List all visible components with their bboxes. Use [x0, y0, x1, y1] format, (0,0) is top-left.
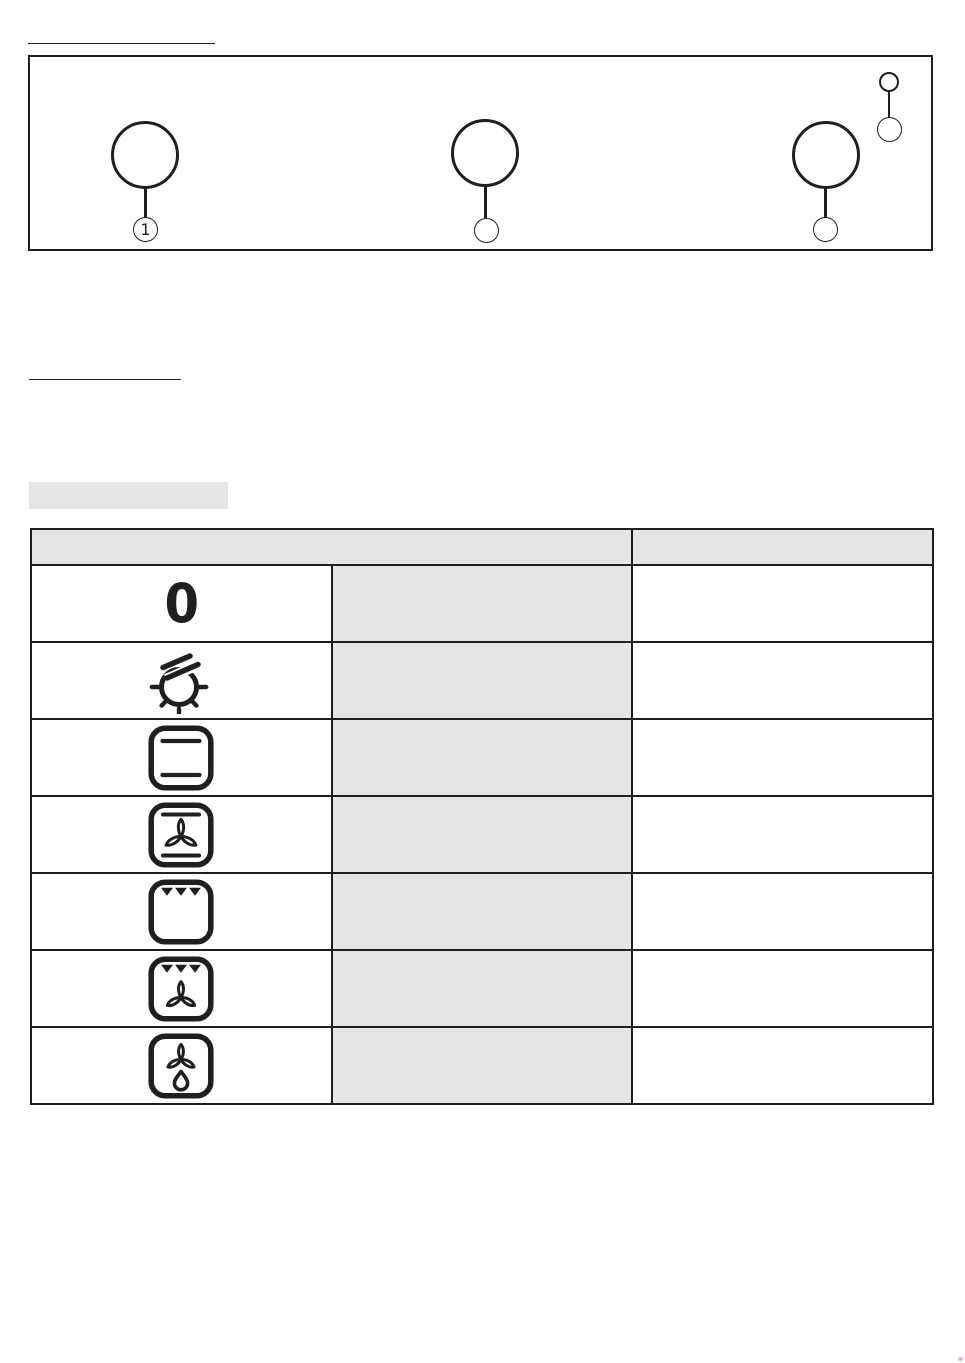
label-cell — [332, 642, 633, 719]
knob-2 — [451, 119, 519, 187]
description-cell — [632, 565, 933, 642]
table-row-fan-grill — [31, 950, 933, 1027]
table-row-fan-heat — [31, 796, 933, 873]
label-cell — [332, 873, 633, 950]
defrost-icon — [148, 1033, 214, 1099]
indicator-callout — [877, 117, 902, 142]
label-cell — [332, 565, 633, 642]
icon-cell — [31, 873, 332, 950]
table-row-top-bottom-heat — [31, 719, 933, 796]
icon-cell — [31, 642, 332, 719]
table-row-lamp — [31, 642, 933, 719]
table-row-defrost — [31, 1027, 933, 1104]
header-cell-symbol — [31, 529, 632, 565]
fan-top-bottom-heat-icon — [148, 802, 214, 868]
icon-cell — [31, 950, 332, 1027]
description-cell — [632, 1027, 933, 1104]
knob-3-callout-line — [824, 187, 827, 218]
second-heading-underline — [29, 379, 181, 380]
label-cell — [332, 950, 633, 1027]
knob-1-callout — [133, 217, 158, 242]
zero-symbol-icon: 0 — [164, 571, 199, 635]
top-bottom-heat-icon — [148, 725, 214, 791]
description-cell — [632, 796, 933, 873]
knob-1 — [111, 121, 179, 189]
description-cell — [632, 719, 933, 796]
corner-artifact-dot — [958, 1357, 963, 1361]
knob-2-callout — [474, 218, 499, 243]
icon-cell — [31, 719, 332, 796]
knob-1-callout-number: 1 — [140, 219, 151, 239]
label-cell — [332, 1027, 633, 1104]
icon-cell — [31, 565, 332, 642]
label-cell — [332, 796, 633, 873]
description-cell — [632, 950, 933, 1027]
knob-1-callout-line — [144, 187, 147, 218]
indicator-light — [879, 72, 899, 92]
knob-2-callout-line — [484, 185, 487, 218]
control-panel-diagram — [28, 55, 933, 251]
knob-3 — [792, 121, 860, 189]
oven-functions-table — [30, 528, 934, 1105]
header-cell-description — [632, 529, 933, 565]
grill-icon — [148, 879, 214, 945]
label-cell — [332, 719, 633, 796]
description-cell — [632, 873, 933, 950]
icon-cell — [31, 1027, 332, 1104]
oven-lamp-icon — [149, 648, 213, 714]
knob-3-callout — [813, 217, 838, 242]
table-row-grill — [31, 873, 933, 950]
top-heading-underline — [28, 43, 215, 44]
table-row-zero — [31, 565, 933, 642]
fan-grill-icon — [148, 956, 214, 1022]
table-header-row — [31, 529, 933, 565]
subheading-highlight-bar — [29, 482, 228, 509]
description-cell — [632, 642, 933, 719]
icon-cell — [31, 796, 332, 873]
indicator-callout-line — [888, 92, 890, 118]
